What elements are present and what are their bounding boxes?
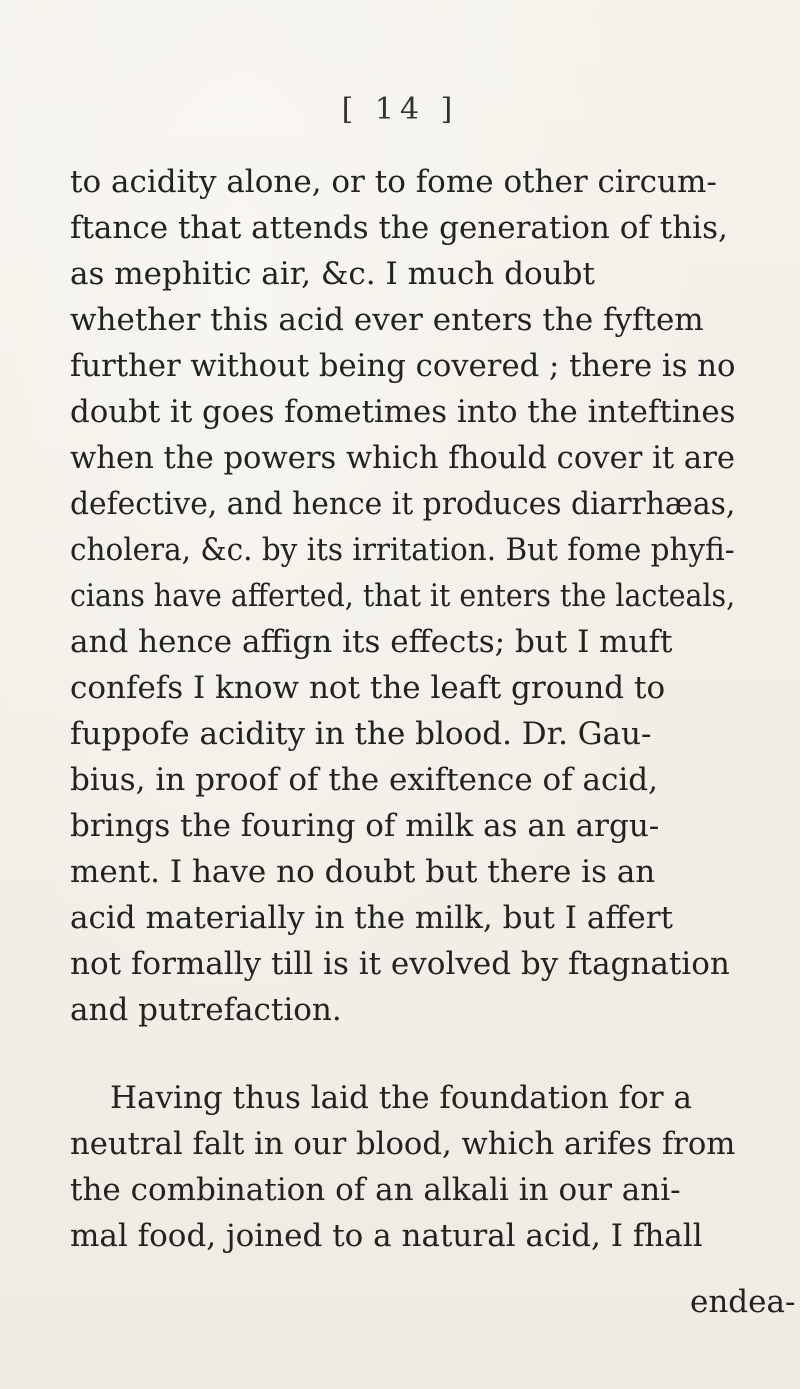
text-line: the combination of an alkali in our ani- — [70, 1172, 681, 1208]
text-line: acid materially in the milk, but I affert — [70, 900, 673, 936]
text-line: not formally till is it evolved by ftagnation — [70, 946, 730, 982]
page-number: [ 14 ] — [341, 92, 459, 127]
text-line: doubt it goes fometimes into the inteftines — [70, 394, 736, 430]
text-line: bius, in proof of the exiftence of acid, — [70, 762, 659, 798]
text-line: whether this acid ever enters the fyftem — [70, 302, 704, 338]
text-line: neutral falt in our blood, which arifes from — [70, 1126, 736, 1162]
text-line: ftance that attends the generation of this, — [70, 210, 728, 246]
catchword: endea- — [690, 1284, 796, 1320]
text-line: fuppofe acidity in the blood. Dr. Gau- — [70, 716, 652, 752]
text-line: confefs I know not the leaft ground to — [70, 670, 666, 706]
text-line: and putrefaction. — [70, 992, 342, 1028]
text-line: ment. I have no doubt but there is an — [70, 854, 656, 890]
text-line: mal food, joined to a natural acid, I fhall — [70, 1218, 703, 1254]
text-line: cholera, &c. by its irritation. But fome phyfi- — [70, 532, 735, 568]
text-line: Having thus laid the foundation for a — [110, 1080, 692, 1116]
text-line: further without being covered ; there is no — [70, 348, 736, 384]
text-line: when the powers which fhould cover it are — [70, 440, 735, 476]
text-line: defective, and hence it produces diarrhæas, — [70, 486, 736, 522]
text-line: to acidity alone, or to fome other circum- — [70, 164, 717, 200]
text-line: as mephitic air, &c. I much doubt — [70, 256, 595, 292]
text-line: cians have afferted, that it enters the lacteals, — [70, 578, 736, 614]
text-line: brings the fouring of milk as an argu- — [70, 808, 660, 844]
text-line: and hence affign its effects; but I muft — [70, 624, 673, 660]
